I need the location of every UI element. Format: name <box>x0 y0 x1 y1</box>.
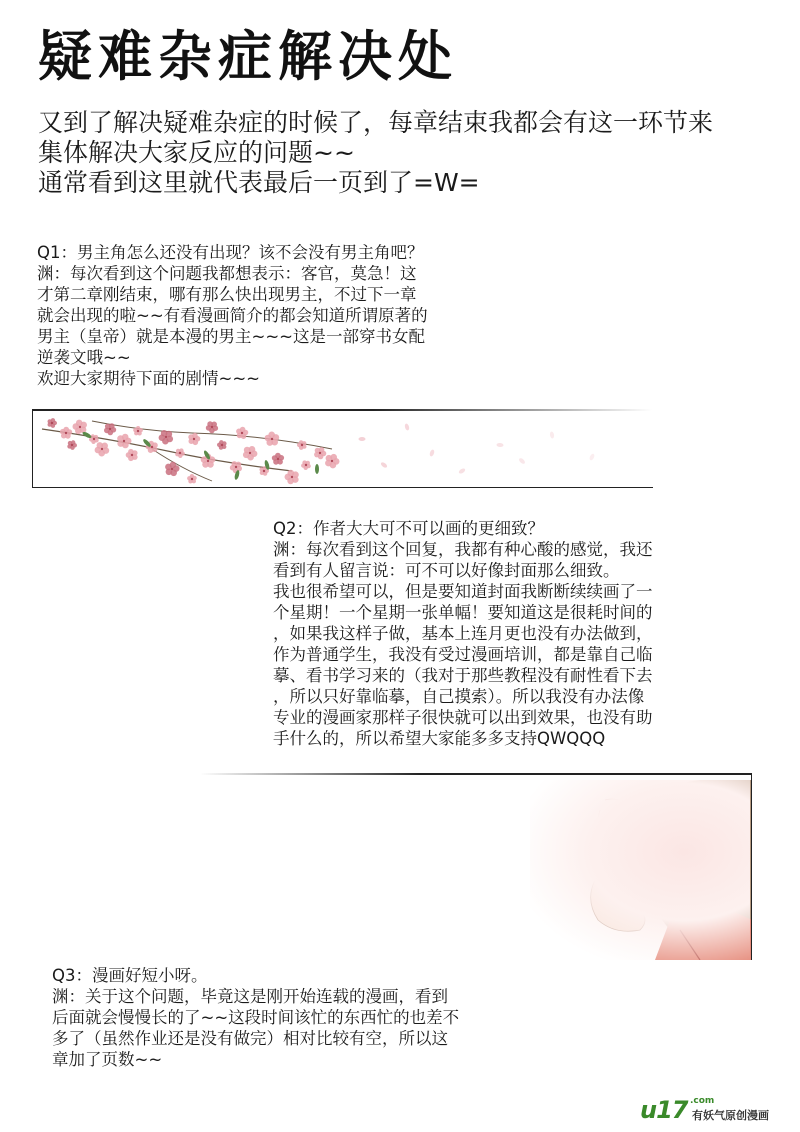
answer-line: 后面就会慢慢长的了~~这段时间该忙的东西忙的也差不 <box>52 1008 460 1027</box>
answer-line: 渊：每次看到这个问题我都想表示：客官，莫急！这 <box>37 264 417 283</box>
answer-line: 章加了页数~~ <box>52 1050 163 1069</box>
girl-illustration-panel <box>200 770 752 960</box>
answer-line: 作为普通学生，我没有受过漫画培训，都是靠自己临 <box>273 645 653 664</box>
answer-line: 摹、看书学习来的（我对于那些教程没有耐性看下去 <box>273 666 653 685</box>
logo-slogan: 有妖气原创漫画 <box>692 1109 769 1122</box>
qa-block-q3 <box>52 965 572 1070</box>
answer-line: 专业的漫画家那样子很快就可以出到效果，也没有助 <box>273 708 653 727</box>
u17-logo <box>640 1096 790 1126</box>
answer-line: ，如果我这样子做，基本上连月更也没有办法做到， <box>273 624 653 643</box>
answer-line: 手什么的，所以希望大家能多多支持QWQQQ <box>273 729 606 748</box>
question-q3: Q3：漫画好短小呀。 <box>52 966 208 985</box>
answer-line: ，所以只好靠临摹，自己摸索）。所以我没有办法像 <box>273 687 645 706</box>
answer-line: 看到有人留言说：可不可以好像封面那么细致。 <box>273 561 620 580</box>
qa-block-q1 <box>37 242 507 389</box>
qa-block-q2 <box>273 518 753 749</box>
answer-line: 个星期！一个星期一张单幅！要知道这是很耗时间的 <box>273 603 653 622</box>
answer-line: 才第二章刚结束，哪有那么快出现男主，不过下一章 <box>37 285 417 304</box>
cherry-blossom-panel <box>32 409 654 489</box>
question-q1: Q1：男主角怎么还没有出现？该不会没有男主角吧？ <box>37 243 424 262</box>
answer-line: 多了（虽然作业还是没有做完）相对比较有空，所以这 <box>52 1029 448 1048</box>
intro-line: 通常看到这里就代表最后一页到了=W= <box>38 168 480 197</box>
answer-line: 欢迎大家期待下面的剧情~~~ <box>37 369 260 388</box>
intro-text <box>38 108 778 198</box>
answer-line: 渊：关于这个问题，毕竟这是刚开始连载的漫画，看到 <box>52 987 448 1006</box>
answer-line: 逆袭文哦~~ <box>37 348 131 367</box>
logo-brand: u17 <box>640 1096 688 1124</box>
answer-line: 就会出现的啦~~有看漫画简介的都会知道所谓原著的 <box>37 306 428 325</box>
logo-dotcom: .com <box>690 1096 715 1106</box>
intro-line: 集体解决大家反应的问题~~ <box>38 138 355 167</box>
question-q2: Q2：作者大大可不可以画的更细致？ <box>273 519 544 538</box>
answer-line: 渊：每次看到这个回复，我都有种心酸的感觉，我还 <box>273 540 653 559</box>
page-title: 疑难杂症解决处 <box>38 25 458 88</box>
intro-line: 又到了解决疑难杂症的时候了，每章结束我都会有这一环节来 <box>38 108 714 137</box>
answer-line: 男主（皇帝）就是本漫的男主~~~这是一部穿书女配 <box>37 327 425 346</box>
answer-line: 我也很希望可以，但是要知道封面我断断续续画了一 <box>273 582 653 601</box>
